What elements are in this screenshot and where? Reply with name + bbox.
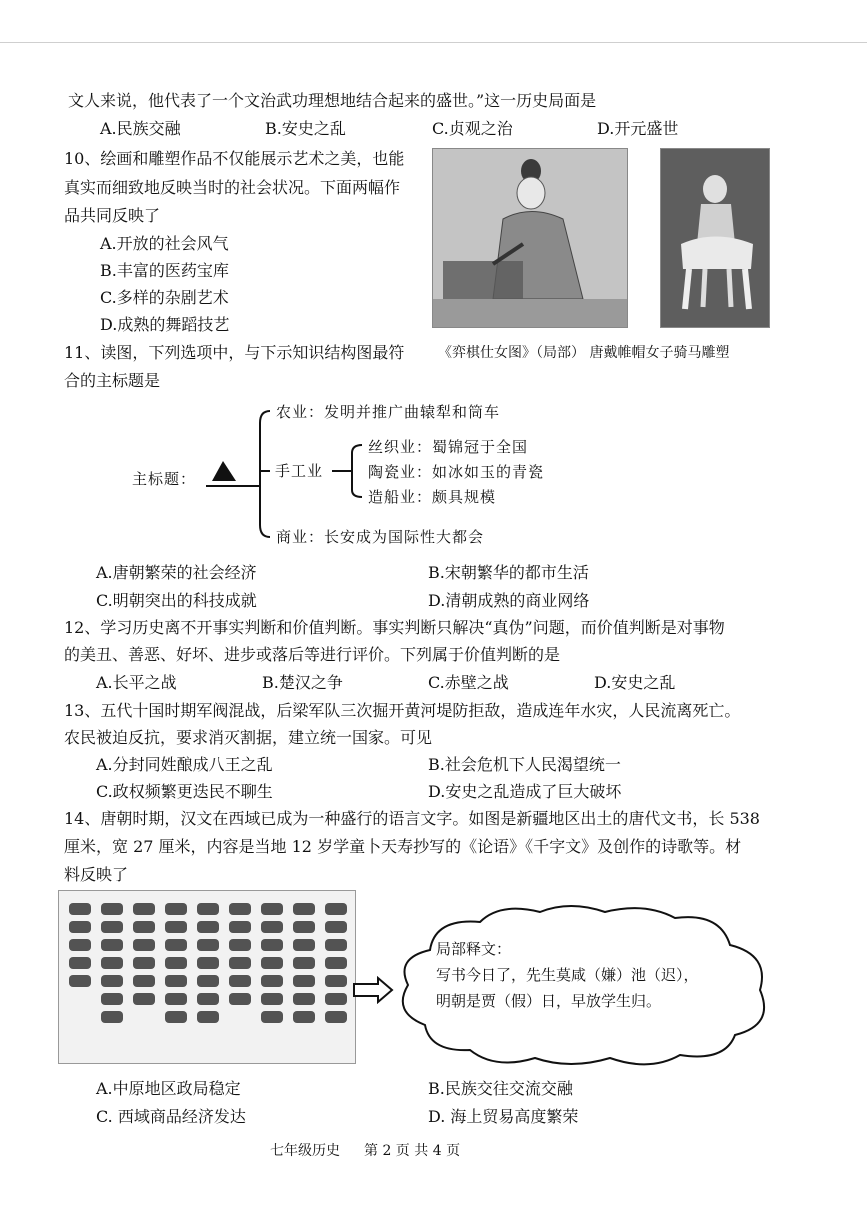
q10-option-c[interactable]: C.多样的杂剧艺术: [100, 288, 229, 307]
q10-stem-line3: 品共同反映了: [64, 206, 161, 225]
q13-option-c[interactable]: C.政权频繁更迭民不聊生: [96, 782, 273, 801]
q14-option-c[interactable]: C. 西域商品经济发达: [96, 1107, 246, 1126]
bubble-title: 局部释文：: [436, 940, 512, 958]
q14-stem-line2: 厘米，宽 27 厘米，内容是当地 12 岁学童卜天寿抄写的《论语》《千字文》及创作的诗歌等。材: [64, 837, 742, 856]
diagram-ceramic: 陶瓷业：如冰如玉的青瓷: [368, 463, 545, 481]
painting-image: [432, 148, 628, 328]
q13-option-a[interactable]: A.分封同姓酿成八王之乱: [96, 755, 273, 774]
statue-illustration: [661, 149, 769, 327]
q12-option-b[interactable]: B.楚汉之争: [262, 673, 343, 692]
diagram-agriculture: 农业：发明并推广曲辕犁和筒车: [276, 403, 501, 421]
q10-image-caption: 《弈棋仕女图》（局部） 唐戴帷帽女子骑马雕塑: [438, 345, 730, 361]
q13-stem-line2: 农民被迫反抗，要求消灭割据，建立统一国家。可见: [64, 728, 433, 747]
q12-option-a[interactable]: A.长平之战: [96, 673, 177, 692]
arrow-right-icon: [352, 976, 394, 1004]
q11-stem-line1: 11、读图，下列选项中，与下示知识结构图最符: [64, 343, 405, 362]
statue-image: [660, 148, 770, 328]
q10-option-d[interactable]: D.成熟的舞蹈技艺: [100, 315, 230, 334]
q9-stem-tail: 文人来说，他代表了一个文治武功理想地结合起来的盛世。”这一历史局面是: [68, 91, 597, 110]
diagram-handicraft: 手工业: [275, 462, 324, 480]
q14-stem-line3: 料反映了: [64, 865, 129, 884]
q9-option-b[interactable]: B.安史之乱: [265, 119, 346, 138]
painting-illustration: [433, 149, 627, 327]
diagram-silk: 丝织业：蜀锦冠于全国: [368, 438, 529, 456]
q10-stem-line1: 10、绘画和雕塑作品不仅能展示艺术之美，也能: [64, 149, 405, 168]
diagram-root-label: 主标题：: [132, 470, 197, 488]
q14-option-b[interactable]: B.民族交往交流交融: [428, 1079, 573, 1098]
bubble-line1: 写书今日了，先生莫咸（嫌）池（迟），: [436, 966, 699, 984]
q11-option-b[interactable]: B.宋朝繁华的都市生活: [428, 563, 589, 582]
q12-stem-line2: 的美丑、善恶、好坏、进步或落后等进行评价。下列属于价值判断的是: [64, 645, 561, 664]
q14-stem-line1: 14、唐朝时期，汉文在西域已成为一种盛行的语言文字。如图是新疆地区出土的唐代文书，长 538: [64, 809, 760, 828]
q10-option-a[interactable]: A.开放的社会风气: [100, 234, 229, 253]
q9-option-c[interactable]: C.贞观之治: [432, 119, 513, 138]
q9-option-a[interactable]: A.民族交融: [100, 119, 181, 138]
diagram-commerce: 商业：长安成为国际性大都会: [276, 528, 485, 546]
footer-page-number: 第 2 页 共 4 页: [364, 1143, 461, 1159]
q12-option-c[interactable]: C.赤壁之战: [428, 673, 509, 692]
page-top-border: [0, 42, 867, 43]
q12-option-d[interactable]: D.安史之乱: [594, 673, 676, 692]
q10-option-b[interactable]: B.丰富的医药宝库: [100, 261, 229, 280]
q10-stem-line2: 真实而细致地反映当时的社会状况。下面两幅作: [64, 178, 401, 197]
bubble-line2: 明朝是贾（假）日，早放学生归。: [436, 992, 662, 1010]
q11-stem-line2: 合的主标题是: [64, 371, 161, 390]
q11-option-c[interactable]: C.明朝突出的科技成就: [96, 591, 257, 610]
triangle-placeholder-icon: [212, 461, 236, 481]
tang-manuscript-image: [58, 890, 356, 1064]
q9-option-d[interactable]: D.开元盛世: [597, 119, 679, 138]
q14-option-d[interactable]: D. 海上贸易高度繁荣: [428, 1107, 579, 1126]
q13-option-b[interactable]: B.社会危机下人民渴望统一: [428, 755, 621, 774]
q11-option-a[interactable]: A.唐朝繁荣的社会经济: [96, 563, 257, 582]
q13-option-d[interactable]: D.安史之乱造成了巨大破坏: [428, 782, 622, 801]
q12-stem-line1: 12、学习历史离不开事实判断和价值判断。事实判断只解决“真伪”问题，而价值判断是对事物: [64, 618, 725, 637]
q14-option-a[interactable]: A.中原地区政局稳定: [96, 1079, 241, 1098]
q13-stem-line1: 13、五代十国时期军阀混战，后梁军队三次掘开黄河堤防拒敌，造成连年水灾，人民流离死亡。: [64, 701, 741, 720]
diagram-shipbuilding: 造船业：颇具规模: [368, 488, 497, 506]
footer-subject: 七年级历史: [270, 1143, 340, 1159]
q11-option-d[interactable]: D.清朝成熟的商业网络: [428, 591, 590, 610]
